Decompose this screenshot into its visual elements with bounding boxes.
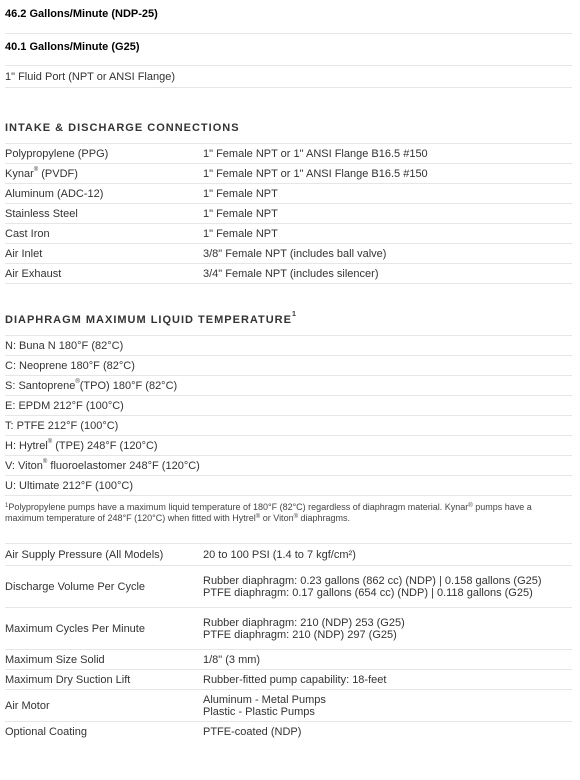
diaphragm-text-pre: C: Neoprene 180°F (82°C) bbox=[5, 359, 135, 372]
note-part: Polypropylene pumps have a maximum liquid temperature of 180°F (82°C) regardless of diaphragm material. Kynar bbox=[8, 502, 469, 512]
diaphragm-row bbox=[5, 336, 572, 356]
diaphragm-row bbox=[5, 436, 572, 456]
spec-value-line: PTFE diaphragm: 0.17 gallons (654 cc) (NDP) | 0.118 gallons (G25) bbox=[203, 586, 533, 599]
spec-value-line: Aluminum - Metal Pumps bbox=[203, 693, 326, 706]
diaphragm-text-pre: U: Ultimate 212°F (100°C) bbox=[5, 479, 134, 492]
spec-row bbox=[5, 722, 572, 742]
spec-label: Maximum Size Solid bbox=[5, 653, 105, 666]
spec-row bbox=[5, 608, 572, 650]
diaphragm-text bbox=[5, 440, 158, 452]
spec-sheet bbox=[5, 0, 572, 742]
spec-label: Discharge Volume Per Cycle bbox=[5, 580, 146, 593]
spec-value-line: Rubber diaphragm: 0.23 gallons (862 cc) (NDP) | 0.158 gallons (G25) bbox=[203, 574, 542, 587]
diaphragm-text-pre: E: EPDM 212°F (100°C) bbox=[5, 399, 124, 412]
diaphragm-row bbox=[5, 356, 572, 376]
spec-label: Optional Coating bbox=[5, 726, 87, 738]
footnote-mark: 1 bbox=[291, 311, 297, 318]
diaphragm-text bbox=[5, 420, 118, 432]
connection-value: 1" Female NPT or 1" ANSI Flange B16.5 #150 bbox=[203, 147, 428, 160]
connections-row bbox=[5, 204, 572, 224]
spec-row bbox=[5, 690, 572, 722]
flow-rate-g25: 40.1 Gallons/Minute (G25) bbox=[5, 34, 572, 66]
connections-row bbox=[5, 164, 572, 184]
diaphragm-text bbox=[5, 380, 177, 392]
diaphragm-row bbox=[5, 456, 572, 476]
diaphragm-text-post: (TPE) 248°F (120°C) bbox=[52, 439, 158, 452]
spec-value bbox=[203, 575, 572, 599]
diaphragm-row bbox=[5, 416, 572, 436]
connections-row bbox=[5, 144, 572, 164]
connection-material: Cast Iron bbox=[5, 227, 50, 240]
spec-label: Air Motor bbox=[5, 699, 50, 712]
connection-material: Aluminum (ADC-12) bbox=[5, 187, 104, 200]
connection-value: 1" Female NPT bbox=[203, 207, 278, 220]
note-part: pumps have a maximum temperature of 248°F (120°C) when fitted with Hytrel bbox=[5, 502, 532, 523]
spec-value bbox=[203, 617, 572, 641]
diaphragm-heading-text: DIAPHRAGM MAXIMUM LIQUID TEMPERATURE bbox=[5, 314, 292, 326]
diaphragm-footnote bbox=[5, 502, 572, 542]
registered-mark: ® bbox=[468, 503, 473, 509]
registered-mark: ® bbox=[75, 378, 80, 385]
spec-value-line: Rubber diaphragm: 210 (NDP) 253 (G25) bbox=[203, 616, 405, 629]
connection-material-post: (PVDF) bbox=[38, 167, 78, 180]
connection-material: Air Inlet bbox=[5, 247, 43, 260]
spec-row bbox=[5, 670, 572, 690]
connection-material bbox=[5, 168, 203, 180]
connections-heading: INTAKE & DISCHARGE CONNECTIONS bbox=[5, 122, 572, 144]
connections-row bbox=[5, 184, 572, 204]
connection-material: Air Exhaust bbox=[5, 267, 62, 280]
connection-value: 1" Female NPT bbox=[203, 227, 278, 240]
diaphragm-row bbox=[5, 376, 572, 396]
diaphragm-text bbox=[5, 480, 133, 492]
diaphragm-heading bbox=[5, 311, 572, 336]
connections-row bbox=[5, 264, 572, 284]
diaphragm-text-pre: V: Viton bbox=[5, 459, 43, 472]
registered-mark: ® bbox=[293, 514, 298, 520]
connection-value: 3/4" Female NPT (includes silencer) bbox=[203, 267, 379, 280]
diaphragm-text-pre: S: Santoprene bbox=[5, 379, 76, 392]
connections-row bbox=[5, 244, 572, 264]
note-part: diaphragms. bbox=[298, 513, 351, 523]
diaphragm-text-pre: T: PTFE 212°F (100°C) bbox=[5, 419, 119, 432]
spec-value: 1/8" (3 mm) bbox=[203, 653, 261, 666]
note-part: or Viton bbox=[260, 513, 294, 523]
diaphragm-text-post: fluoroelastomer 248°F (120°C) bbox=[47, 459, 200, 472]
diaphragm-row bbox=[5, 396, 572, 416]
registered-mark: ® bbox=[255, 514, 261, 520]
footnote-mark: 1 bbox=[5, 503, 9, 509]
spec-label: Air Supply Pressure (All Models) bbox=[5, 548, 164, 561]
diaphragm-text-post: (TPO) 180°F (82°C) bbox=[79, 379, 178, 392]
spec-row bbox=[5, 650, 572, 670]
spec-value-line: Plastic - Plastic Pumps bbox=[203, 705, 315, 718]
fluid-port: 1" Fluid Port (NPT or ANSI Flange) bbox=[5, 66, 572, 88]
diaphragm-text bbox=[5, 400, 124, 412]
flow-rate-ndp25: 46.2 Gallons/Minute (NDP-25) bbox=[5, 0, 572, 34]
diaphragm-text bbox=[5, 360, 135, 372]
diaphragm-text-pre: N: Buna N 180°F (82°C) bbox=[5, 339, 124, 352]
diaphragm-text bbox=[5, 460, 200, 472]
connection-value: 3/8" Female NPT (includes ball valve) bbox=[203, 247, 387, 260]
connections-row bbox=[5, 224, 572, 244]
spec-value: 20 to 100 PSI (1.4 to 7 kgf/cm²) bbox=[203, 548, 356, 561]
spec-value: PTFE-coated (NDP) bbox=[203, 726, 302, 738]
spec-value-line: PTFE diaphragm: 210 (NDP) 297 (G25) bbox=[203, 628, 397, 641]
registered-mark: ® bbox=[33, 166, 39, 173]
spec-row bbox=[5, 566, 572, 608]
spec-label: Maximum Cycles Per Minute bbox=[5, 622, 145, 635]
connection-material-pre: Kynar bbox=[5, 167, 34, 180]
spec-row bbox=[5, 544, 572, 566]
spec-value bbox=[203, 694, 572, 718]
connection-value: 1" Female NPT bbox=[203, 187, 278, 200]
spec-label: Maximum Dry Suction Lift bbox=[5, 673, 131, 686]
diaphragm-text-pre: H: Hytrel bbox=[5, 439, 48, 452]
spec-value: Rubber-fitted pump capability: 18-feet bbox=[203, 673, 387, 686]
connection-material: Stainless Steel bbox=[5, 207, 78, 220]
registered-mark: ® bbox=[42, 458, 48, 465]
diaphragm-row bbox=[5, 476, 572, 496]
registered-mark: ® bbox=[47, 438, 53, 445]
connection-value: 1" Female NPT or 1" ANSI Flange B16.5 #150 bbox=[203, 167, 428, 180]
diaphragm-text bbox=[5, 340, 123, 352]
connection-material: Polypropylene (PPG) bbox=[5, 147, 109, 160]
